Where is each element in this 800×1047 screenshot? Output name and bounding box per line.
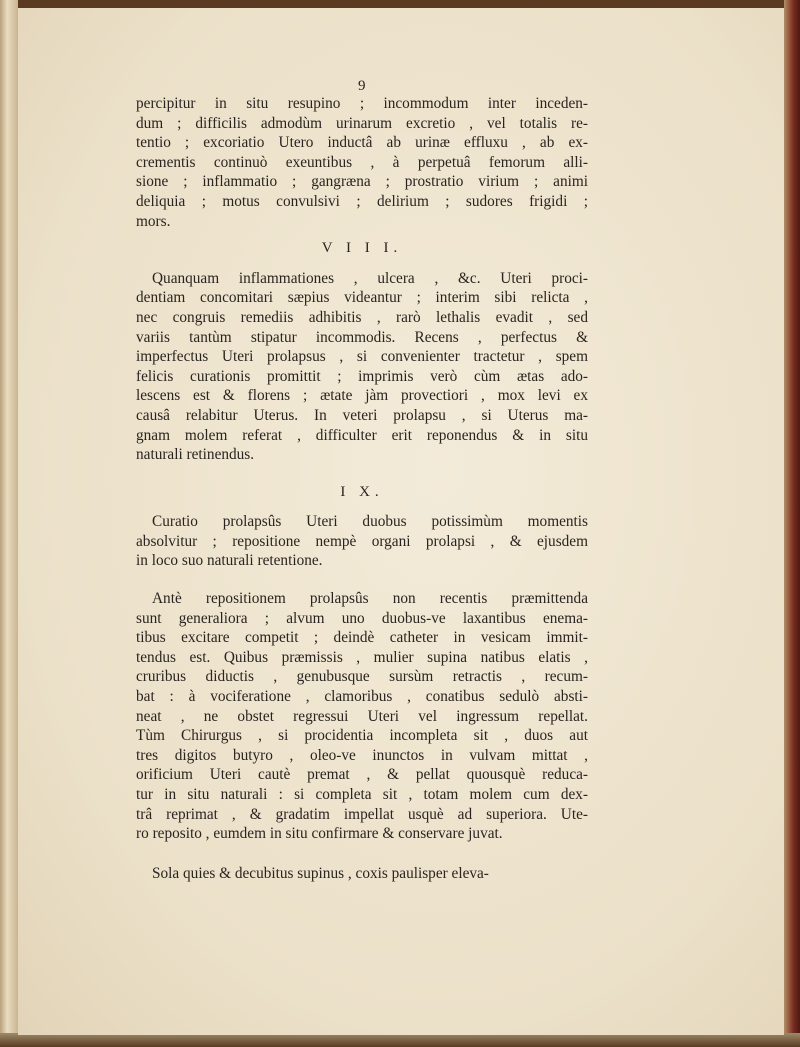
- text-line: orificium Uteri cautè premat , & pellat quousquè reduca-: [136, 766, 588, 784]
- text-line: causâ relabitur Uterus. In veteri prolapsu , si Uterus ma-: [136, 406, 588, 424]
- text-line: crementis continuò exeuntibus , à perpetuâ femorum alli-: [136, 153, 588, 171]
- text-line: absolvitur ; repositione nempè organi prolapsi , & ejusdem: [136, 532, 588, 550]
- text-line: Antè repositionem prolapsûs non recentis præmittenda: [152, 590, 588, 608]
- paragraph-5: [136, 864, 588, 884]
- paragraph-2: [136, 269, 588, 465]
- text-line: percipitur in situ resupino ; incommodum inter inceden-: [136, 95, 588, 112]
- text-line: variis tantùm stipatur incommodis. Recens , perfectus &: [136, 328, 588, 346]
- text-line: naturali retinendus.: [136, 446, 255, 464]
- text-line: neat , ne obstet regressui Uteri vel ingressum repellat.: [136, 707, 588, 725]
- paragraph-4: [136, 589, 588, 844]
- text-line: felicis curationis promittit ; imprimis verò cùm ætas ado-: [136, 367, 588, 385]
- text-line: tentio ; excoriatio Utero inductâ ab urinæ effluxu , ab ex-: [136, 134, 588, 152]
- text-line: tres digitos butyro , oleo-ve inunctos in vulvam mittat ,: [136, 746, 588, 764]
- text-line: Sola quies & decubitus supinus , coxis paulisper eleva-: [152, 864, 489, 882]
- text-line: bat : à vociferatione , clamoribus , conatibus sedulò absti-: [136, 688, 588, 706]
- text-line: tendus est. Quibus præmissis , mulier supina natibus elatis ,: [136, 648, 588, 666]
- page-text: [136, 94, 588, 883]
- paragraph-1: [136, 94, 588, 231]
- text-line: in loco suo naturali retentione.: [136, 552, 323, 570]
- bottom-border: [0, 1033, 800, 1047]
- section-heading-ix: I X.: [340, 483, 384, 500]
- text-line: mors.: [136, 212, 171, 230]
- text-line: dentiam concomitari sæpius videantur ; interim sibi relicta ,: [136, 289, 588, 307]
- text-line: tibus excitare competit ; deindè catheter in vesicam immit-: [136, 629, 588, 647]
- text-line: dum ; difficilis admodùm urinarum excretio , vel totalis re-: [136, 114, 588, 132]
- book-spine: [0, 0, 18, 1047]
- text-line: trâ reprimat , & gradatim impellat usquè ad superiora. Ute-: [136, 805, 588, 823]
- text-line: nec congruis remediis adhibitis , rarò lethalis evadit , sed: [136, 308, 588, 326]
- text-line: imperfectus Uteri prolapsus , si convenienter tractetur , spem: [136, 348, 588, 366]
- text-line: sione ; inflammatio ; gangræna ; prostratio virium ; animi: [136, 173, 588, 191]
- text-line: tur in situ naturali : si completa sit , totam molem cum dex-: [136, 786, 588, 803]
- right-border: [784, 0, 800, 1047]
- text-line: Tùm Chirurgus , si procidentia incompleta sit , duos aut: [136, 727, 588, 745]
- text-line: sunt generaliora ; alvum uno duobus-ve laxantibus enema-: [136, 609, 588, 627]
- section-heading-viii: V I I I.: [321, 240, 403, 257]
- text-line: cruribus diductis , genubusque sursùm retractis , recum-: [136, 668, 588, 686]
- text-line: ro reposito , eumdem in situ confirmare & conservare juvat.: [136, 825, 503, 843]
- text-line: deliquia ; motus convulsivi ; delirium ; sudores frigidi ;: [136, 192, 588, 210]
- text-line: Quanquam inflammationes , ulcera , &c. Uteri proci-: [152, 269, 588, 287]
- book-page: [18, 8, 784, 1035]
- page-number: 9: [358, 78, 366, 94]
- text-line: Curatio prolapsûs Uteri duobus potissimùm momentis: [152, 513, 588, 531]
- paragraph-3: [136, 512, 588, 571]
- text-line: gnam molem referat , difficulter erit reponendus & in situ: [136, 426, 588, 444]
- text-line: lescens est & florens ; ætate jàm provectiori , mox levi ex: [136, 387, 588, 405]
